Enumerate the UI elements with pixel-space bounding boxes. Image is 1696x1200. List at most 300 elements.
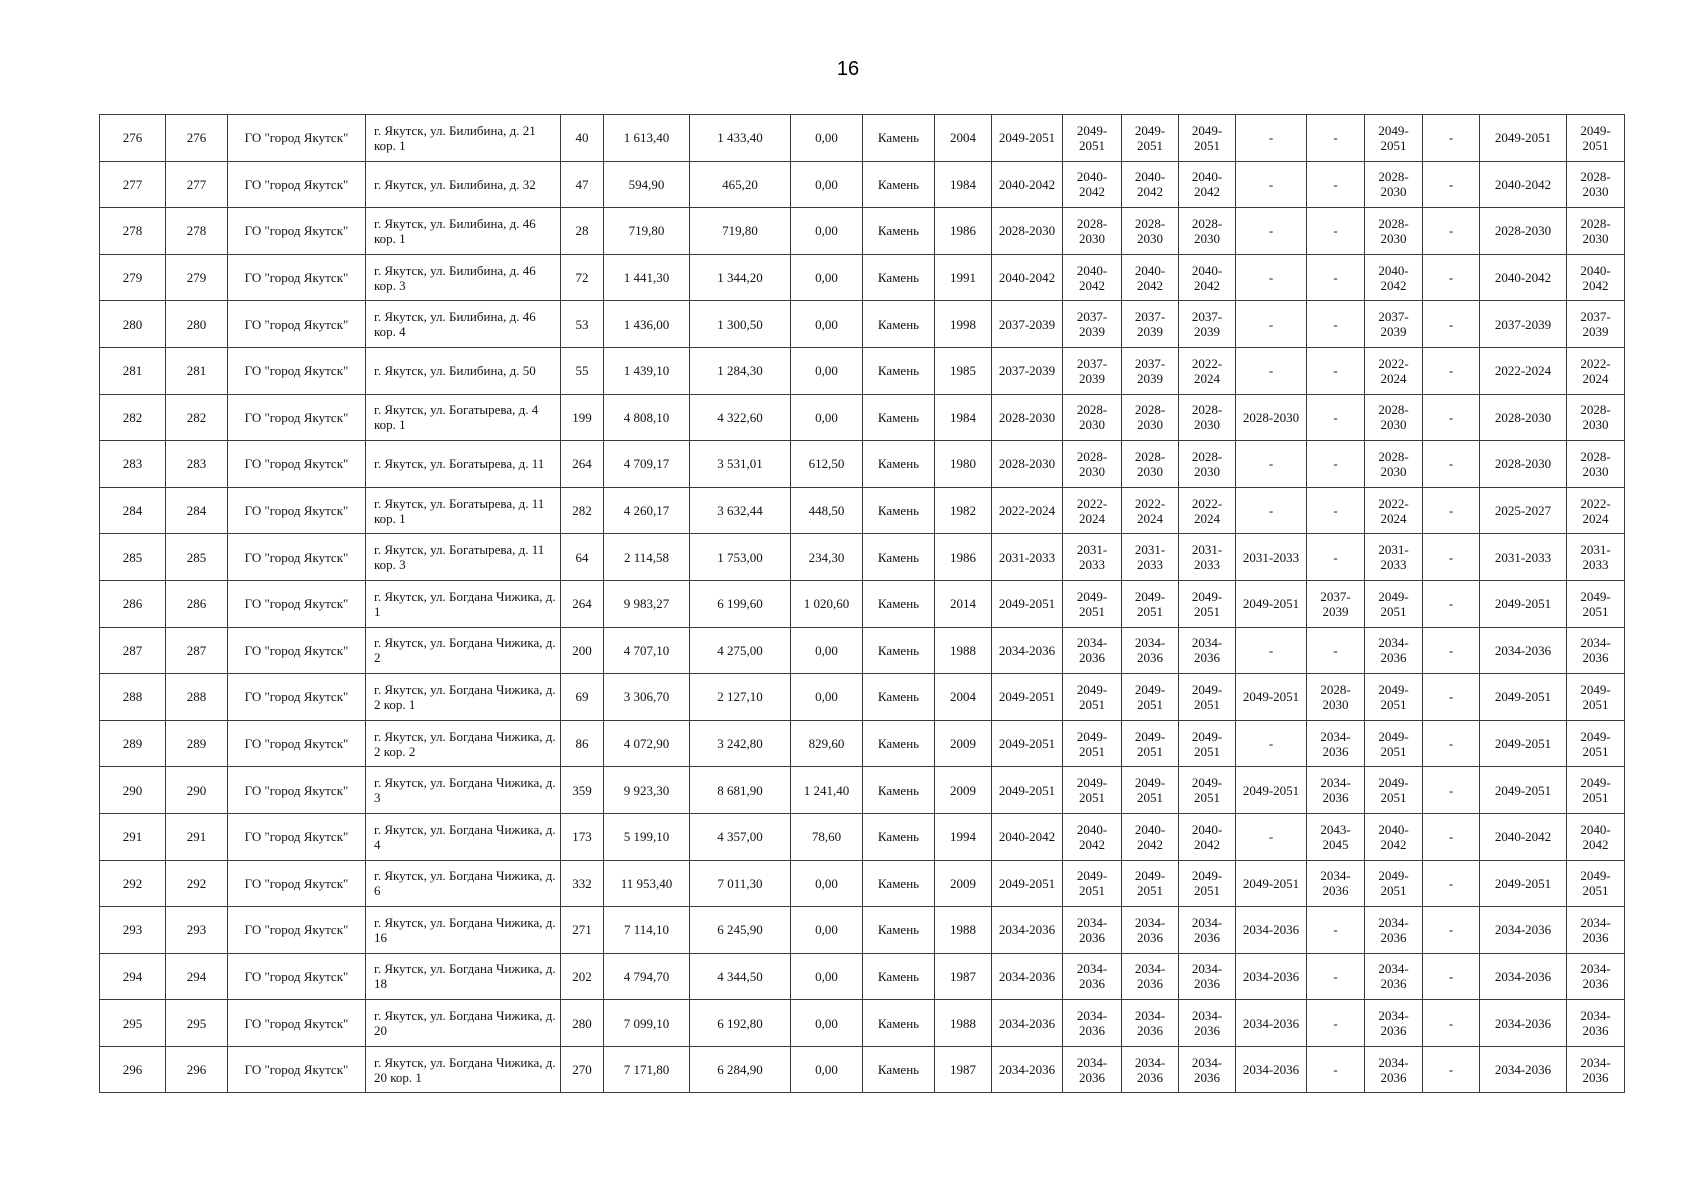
cell-n2: 287 xyxy=(166,627,228,674)
cell-municipality: ГО "город Якутск" xyxy=(228,674,366,721)
cell-c4: 2040-2042 xyxy=(1179,161,1236,208)
cell-c7: 2049-2051 xyxy=(1365,767,1423,814)
cell-c2: 2049-2051 xyxy=(1063,720,1122,767)
cell-c1: 2034-2036 xyxy=(992,1046,1063,1093)
cell-address: г. Якутск, ул. Билибина, д. 50 xyxy=(366,347,561,394)
cell-c2: 2034-2036 xyxy=(1063,627,1122,674)
cell-area-total: 1 439,10 xyxy=(604,347,690,394)
cell-municipality: ГО "город Якутск" xyxy=(228,627,366,674)
cell-c4: 2049-2051 xyxy=(1179,767,1236,814)
cell-address: г. Якутск, ул. Билибина, д. 46 кор. 3 xyxy=(366,254,561,301)
cell-year: 1988 xyxy=(935,627,992,674)
cell-c3: 2028-2030 xyxy=(1122,394,1179,441)
cell-residents: 202 xyxy=(561,953,604,1000)
cell-c2: 2049-2051 xyxy=(1063,674,1122,721)
cell-area-total: 4 260,17 xyxy=(604,487,690,534)
cell-c2: 2040-2042 xyxy=(1063,813,1122,860)
table-row xyxy=(100,254,1625,301)
cell-c3: 2022-2024 xyxy=(1122,487,1179,534)
cell-area-total: 594,90 xyxy=(604,161,690,208)
cell-residents: 64 xyxy=(561,534,604,581)
cell-n1: 288 xyxy=(100,674,166,721)
cell-c6: - xyxy=(1307,161,1365,208)
cell-c5: - xyxy=(1236,627,1307,674)
cell-c6: - xyxy=(1307,347,1365,394)
cell-c1: 2040-2042 xyxy=(992,254,1063,301)
cell-c7: 2028-2030 xyxy=(1365,394,1423,441)
cell-residents: 53 xyxy=(561,301,604,348)
cell-c5: 2034-2036 xyxy=(1236,1000,1307,1047)
cell-c1: 2028-2030 xyxy=(992,208,1063,255)
cell-n1: 284 xyxy=(100,487,166,534)
cell-c6: - xyxy=(1307,1046,1365,1093)
cell-area-total: 7 099,10 xyxy=(604,1000,690,1047)
cell-wall-material: Камень xyxy=(863,161,935,208)
cell-c3: 2040-2042 xyxy=(1122,254,1179,301)
cell-address: г. Якутск, ул. Билибина, д. 46 кор. 1 xyxy=(366,208,561,255)
cell-c9: 2028-2030 xyxy=(1480,441,1567,488)
cell-c4: 2028-2030 xyxy=(1179,441,1236,488)
cell-c8: - xyxy=(1423,534,1480,581)
cell-municipality: ГО "город Якутск" xyxy=(228,161,366,208)
cell-c5: 2049-2051 xyxy=(1236,860,1307,907)
cell-area-total: 7 114,10 xyxy=(604,907,690,954)
cell-c6: - xyxy=(1307,394,1365,441)
table-row xyxy=(100,208,1625,255)
cell-year: 1986 xyxy=(935,534,992,581)
cell-municipality: ГО "город Якутск" xyxy=(228,254,366,301)
cell-residents: 264 xyxy=(561,441,604,488)
cell-municipality: ГО "город Якутск" xyxy=(228,301,366,348)
cell-area-total: 4 808,10 xyxy=(604,394,690,441)
cell-c2: 2034-2036 xyxy=(1063,953,1122,1000)
cell-c7: 2022-2024 xyxy=(1365,347,1423,394)
cell-c4: 2040-2042 xyxy=(1179,813,1236,860)
cell-address: г. Якутск, ул. Богдана Чижика, д. 20 xyxy=(366,1000,561,1047)
cell-area-total: 1 436,00 xyxy=(604,301,690,348)
cell-municipality: ГО "город Якутск" xyxy=(228,487,366,534)
cell-c9: 2049-2051 xyxy=(1480,860,1567,907)
cell-c10: 2034-2036 xyxy=(1567,627,1625,674)
cell-wall-material: Камень xyxy=(863,953,935,1000)
cell-c2: 2031-2033 xyxy=(1063,534,1122,581)
cell-area-nonliving: 0,00 xyxy=(791,115,863,162)
cell-municipality: ГО "город Якутск" xyxy=(228,534,366,581)
cell-wall-material: Камень xyxy=(863,208,935,255)
cell-c2: 2049-2051 xyxy=(1063,860,1122,907)
cell-c2: 2049-2051 xyxy=(1063,580,1122,627)
cell-c4: 2037-2039 xyxy=(1179,301,1236,348)
cell-c1: 2028-2030 xyxy=(992,441,1063,488)
cell-c3: 2028-2030 xyxy=(1122,208,1179,255)
cell-c10: 2034-2036 xyxy=(1567,907,1625,954)
cell-area-total: 11 953,40 xyxy=(604,860,690,907)
cell-c8: - xyxy=(1423,115,1480,162)
cell-municipality: ГО "город Якутск" xyxy=(228,1000,366,1047)
cell-c9: 2049-2051 xyxy=(1480,720,1567,767)
cell-c5: 2031-2033 xyxy=(1236,534,1307,581)
cell-c5: - xyxy=(1236,347,1307,394)
cell-c7: 2037-2039 xyxy=(1365,301,1423,348)
cell-area-living: 1 753,00 xyxy=(690,534,791,581)
cell-residents: 271 xyxy=(561,907,604,954)
cell-municipality: ГО "город Якутск" xyxy=(228,860,366,907)
cell-c9: 2031-2033 xyxy=(1480,534,1567,581)
cell-wall-material: Камень xyxy=(863,813,935,860)
cell-area-living: 6 245,90 xyxy=(690,907,791,954)
cell-c8: - xyxy=(1423,347,1480,394)
cell-c1: 2037-2039 xyxy=(992,301,1063,348)
cell-residents: 40 xyxy=(561,115,604,162)
cell-n2: 280 xyxy=(166,301,228,348)
cell-c3: 2034-2036 xyxy=(1122,627,1179,674)
cell-wall-material: Камень xyxy=(863,767,935,814)
cell-residents: 55 xyxy=(561,347,604,394)
cell-c1: 2022-2024 xyxy=(992,487,1063,534)
cell-n2: 281 xyxy=(166,347,228,394)
table-row xyxy=(100,394,1625,441)
cell-c10: 2049-2051 xyxy=(1567,674,1625,721)
cell-c4: 2028-2030 xyxy=(1179,208,1236,255)
cell-wall-material: Камень xyxy=(863,907,935,954)
cell-c4: 2034-2036 xyxy=(1179,953,1236,1000)
cell-c8: - xyxy=(1423,813,1480,860)
cell-c9: 2034-2036 xyxy=(1480,1046,1567,1093)
cell-c6: - xyxy=(1307,301,1365,348)
cell-c5: - xyxy=(1236,254,1307,301)
cell-year: 1984 xyxy=(935,394,992,441)
cell-c2: 2049-2051 xyxy=(1063,767,1122,814)
cell-c8: - xyxy=(1423,674,1480,721)
cell-c1: 2037-2039 xyxy=(992,347,1063,394)
cell-area-nonliving: 0,00 xyxy=(791,394,863,441)
cell-residents: 264 xyxy=(561,580,604,627)
cell-residents: 47 xyxy=(561,161,604,208)
cell-n1: 283 xyxy=(100,441,166,488)
cell-wall-material: Камень xyxy=(863,860,935,907)
cell-c9: 2034-2036 xyxy=(1480,953,1567,1000)
table-row xyxy=(100,767,1625,814)
cell-c5: 2049-2051 xyxy=(1236,580,1307,627)
cell-wall-material: Камень xyxy=(863,674,935,721)
cell-c6: - xyxy=(1307,487,1365,534)
cell-year: 2014 xyxy=(935,580,992,627)
cell-n1: 285 xyxy=(100,534,166,581)
cell-area-nonliving: 0,00 xyxy=(791,254,863,301)
cell-c7: 2028-2030 xyxy=(1365,208,1423,255)
cell-residents: 69 xyxy=(561,674,604,721)
cell-wall-material: Камень xyxy=(863,394,935,441)
table-row xyxy=(100,813,1625,860)
cell-area-living: 8 681,90 xyxy=(690,767,791,814)
cell-area-nonliving: 612,50 xyxy=(791,441,863,488)
cell-c8: - xyxy=(1423,441,1480,488)
cell-wall-material: Камень xyxy=(863,580,935,627)
cell-c4: 2049-2051 xyxy=(1179,674,1236,721)
cell-c8: - xyxy=(1423,627,1480,674)
cell-n2: 282 xyxy=(166,394,228,441)
cell-c1: 2049-2051 xyxy=(992,720,1063,767)
cell-c6: - xyxy=(1307,115,1365,162)
cell-c3: 2049-2051 xyxy=(1122,860,1179,907)
cell-c5: - xyxy=(1236,115,1307,162)
cell-area-nonliving: 78,60 xyxy=(791,813,863,860)
cell-wall-material: Камень xyxy=(863,301,935,348)
cell-c1: 2034-2036 xyxy=(992,1000,1063,1047)
cell-c1: 2031-2033 xyxy=(992,534,1063,581)
cell-c6: - xyxy=(1307,254,1365,301)
cell-c2: 2028-2030 xyxy=(1063,208,1122,255)
cell-c6: - xyxy=(1307,907,1365,954)
cell-c10: 2028-2030 xyxy=(1567,161,1625,208)
cell-c1: 2040-2042 xyxy=(992,813,1063,860)
cell-c6: 2034-2036 xyxy=(1307,767,1365,814)
cell-wall-material: Камень xyxy=(863,487,935,534)
cell-area-total: 5 199,10 xyxy=(604,813,690,860)
cell-c7: 2022-2024 xyxy=(1365,487,1423,534)
cell-c9: 2040-2042 xyxy=(1480,813,1567,860)
cell-address: г. Якутск, ул. Билибина, д. 46 кор. 4 xyxy=(366,301,561,348)
cell-area-nonliving: 0,00 xyxy=(791,953,863,1000)
cell-c5: - xyxy=(1236,441,1307,488)
cell-n2: 296 xyxy=(166,1046,228,1093)
cell-n2: 289 xyxy=(166,720,228,767)
cell-c6: - xyxy=(1307,1000,1365,1047)
cell-c3: 2031-2033 xyxy=(1122,534,1179,581)
cell-c7: 2049-2051 xyxy=(1365,115,1423,162)
cell-wall-material: Камень xyxy=(863,720,935,767)
cell-c1: 2034-2036 xyxy=(992,627,1063,674)
cell-c8: - xyxy=(1423,1000,1480,1047)
cell-c7: 2034-2036 xyxy=(1365,907,1423,954)
cell-c9: 2028-2030 xyxy=(1480,208,1567,255)
cell-address: г. Якутск, ул. Богатырева, д. 4 кор. 1 xyxy=(366,394,561,441)
cell-c5: - xyxy=(1236,487,1307,534)
cell-c6: 2037-2039 xyxy=(1307,580,1365,627)
cell-year: 1987 xyxy=(935,953,992,1000)
cell-c1: 2049-2051 xyxy=(992,115,1063,162)
cell-area-living: 1 344,20 xyxy=(690,254,791,301)
cell-c3: 2037-2039 xyxy=(1122,347,1179,394)
cell-c7: 2034-2036 xyxy=(1365,627,1423,674)
cell-c2: 2037-2039 xyxy=(1063,301,1122,348)
cell-c5: - xyxy=(1236,720,1307,767)
cell-municipality: ГО "город Якутск" xyxy=(228,347,366,394)
cell-n1: 296 xyxy=(100,1046,166,1093)
cell-n2: 286 xyxy=(166,580,228,627)
cell-area-total: 4 707,10 xyxy=(604,627,690,674)
cell-n2: 292 xyxy=(166,860,228,907)
cell-c4: 2049-2051 xyxy=(1179,115,1236,162)
cell-year: 1994 xyxy=(935,813,992,860)
cell-c10: 2034-2036 xyxy=(1567,953,1625,1000)
table-row xyxy=(100,860,1625,907)
cell-area-living: 3 531,01 xyxy=(690,441,791,488)
cell-municipality: ГО "город Якутск" xyxy=(228,394,366,441)
cell-area-total: 1 613,40 xyxy=(604,115,690,162)
cell-c7: 2040-2042 xyxy=(1365,254,1423,301)
cell-n1: 278 xyxy=(100,208,166,255)
cell-address: г. Якутск, ул. Богатырева, д. 11 кор. 3 xyxy=(366,534,561,581)
cell-c6: - xyxy=(1307,208,1365,255)
cell-municipality: ГО "город Якутск" xyxy=(228,720,366,767)
cell-area-living: 719,80 xyxy=(690,208,791,255)
cell-c8: - xyxy=(1423,767,1480,814)
cell-c3: 2049-2051 xyxy=(1122,580,1179,627)
cell-year: 1985 xyxy=(935,347,992,394)
cell-municipality: ГО "город Якутск" xyxy=(228,580,366,627)
cell-municipality: ГО "город Якутск" xyxy=(228,115,366,162)
cell-area-total: 9 923,30 xyxy=(604,767,690,814)
cell-area-nonliving: 0,00 xyxy=(791,627,863,674)
cell-area-nonliving: 0,00 xyxy=(791,674,863,721)
cell-area-total: 4 072,90 xyxy=(604,720,690,767)
cell-area-nonliving: 1 241,40 xyxy=(791,767,863,814)
table-row xyxy=(100,534,1625,581)
table-row xyxy=(100,441,1625,488)
cell-c7: 2049-2051 xyxy=(1365,860,1423,907)
cell-c3: 2049-2051 xyxy=(1122,767,1179,814)
cell-wall-material: Камень xyxy=(863,254,935,301)
cell-area-nonliving: 0,00 xyxy=(791,161,863,208)
cell-c1: 2049-2051 xyxy=(992,767,1063,814)
cell-c6: 2043-2045 xyxy=(1307,813,1365,860)
cell-c6: 2034-2036 xyxy=(1307,860,1365,907)
cell-n2: 290 xyxy=(166,767,228,814)
cell-area-living: 4 344,50 xyxy=(690,953,791,1000)
cell-c10: 2028-2030 xyxy=(1567,441,1625,488)
cell-municipality: ГО "город Якутск" xyxy=(228,441,366,488)
cell-c3: 2034-2036 xyxy=(1122,1046,1179,1093)
cell-c10: 2031-2033 xyxy=(1567,534,1625,581)
table-row xyxy=(100,301,1625,348)
cell-c6: - xyxy=(1307,627,1365,674)
cell-c5: 2028-2030 xyxy=(1236,394,1307,441)
cell-c3: 2040-2042 xyxy=(1122,813,1179,860)
cell-c8: - xyxy=(1423,254,1480,301)
cell-address: г. Якутск, ул. Богатырева, д. 11 xyxy=(366,441,561,488)
cell-c5: - xyxy=(1236,208,1307,255)
housing-register-table xyxy=(99,114,1625,1093)
cell-c3: 2034-2036 xyxy=(1122,953,1179,1000)
cell-c8: - xyxy=(1423,720,1480,767)
cell-c7: 2040-2042 xyxy=(1365,813,1423,860)
cell-c9: 2025-2027 xyxy=(1480,487,1567,534)
cell-c10: 2028-2030 xyxy=(1567,394,1625,441)
cell-area-nonliving: 1 020,60 xyxy=(791,580,863,627)
cell-c3: 2049-2051 xyxy=(1122,674,1179,721)
cell-n1: 295 xyxy=(100,1000,166,1047)
cell-c10: 2040-2042 xyxy=(1567,254,1625,301)
cell-c6: 2028-2030 xyxy=(1307,674,1365,721)
cell-area-total: 4 794,70 xyxy=(604,953,690,1000)
cell-area-living: 465,20 xyxy=(690,161,791,208)
cell-c5: - xyxy=(1236,813,1307,860)
cell-c9: 2034-2036 xyxy=(1480,627,1567,674)
cell-area-total: 7 171,80 xyxy=(604,1046,690,1093)
cell-c1: 2034-2036 xyxy=(992,953,1063,1000)
cell-area-nonliving: 0,00 xyxy=(791,1046,863,1093)
cell-municipality: ГО "город Якутск" xyxy=(228,767,366,814)
cell-area-total: 9 983,27 xyxy=(604,580,690,627)
cell-municipality: ГО "город Якутск" xyxy=(228,1046,366,1093)
cell-c2: 2028-2030 xyxy=(1063,394,1122,441)
cell-c4: 2022-2024 xyxy=(1179,487,1236,534)
cell-year: 1988 xyxy=(935,1000,992,1047)
cell-n1: 289 xyxy=(100,720,166,767)
cell-c8: - xyxy=(1423,208,1480,255)
cell-address: г. Якутск, ул. Билибина, д. 32 xyxy=(366,161,561,208)
cell-address: г. Якутск, ул. Богдана Чижика, д. 20 кор. 1 xyxy=(366,1046,561,1093)
cell-c7: 2034-2036 xyxy=(1365,953,1423,1000)
table-row xyxy=(100,907,1625,954)
cell-c10: 2040-2042 xyxy=(1567,813,1625,860)
cell-wall-material: Камень xyxy=(863,441,935,488)
cell-c5: - xyxy=(1236,161,1307,208)
cell-n1: 280 xyxy=(100,301,166,348)
cell-c9: 2037-2039 xyxy=(1480,301,1567,348)
cell-c5: - xyxy=(1236,301,1307,348)
cell-area-living: 2 127,10 xyxy=(690,674,791,721)
cell-c9: 2049-2051 xyxy=(1480,115,1567,162)
cell-c6: - xyxy=(1307,953,1365,1000)
cell-address: г. Якутск, ул. Богатырева, д. 11 кор. 1 xyxy=(366,487,561,534)
cell-c4: 2022-2024 xyxy=(1179,347,1236,394)
cell-c8: - xyxy=(1423,487,1480,534)
cell-c7: 2049-2051 xyxy=(1365,580,1423,627)
cell-area-total: 719,80 xyxy=(604,208,690,255)
cell-area-nonliving: 0,00 xyxy=(791,301,863,348)
cell-area-living: 3 242,80 xyxy=(690,720,791,767)
cell-c2: 2028-2030 xyxy=(1063,441,1122,488)
cell-area-nonliving: 448,50 xyxy=(791,487,863,534)
cell-c4: 2034-2036 xyxy=(1179,1000,1236,1047)
cell-area-nonliving: 0,00 xyxy=(791,347,863,394)
cell-area-total: 2 114,58 xyxy=(604,534,690,581)
cell-c3: 2040-2042 xyxy=(1122,161,1179,208)
cell-year: 1987 xyxy=(935,1046,992,1093)
cell-address: г. Якутск, ул. Богдана Чижика, д. 2 кор. 2 xyxy=(366,720,561,767)
cell-area-total: 4 709,17 xyxy=(604,441,690,488)
cell-c7: 2049-2051 xyxy=(1365,720,1423,767)
cell-c10: 2022-2024 xyxy=(1567,487,1625,534)
cell-residents: 72 xyxy=(561,254,604,301)
cell-c9: 2034-2036 xyxy=(1480,907,1567,954)
cell-address: г. Якутск, ул. Богдана Чижика, д. 2 xyxy=(366,627,561,674)
cell-n1: 281 xyxy=(100,347,166,394)
cell-residents: 28 xyxy=(561,208,604,255)
cell-c10: 2034-2036 xyxy=(1567,1000,1625,1047)
cell-c1: 2034-2036 xyxy=(992,907,1063,954)
cell-c1: 2028-2030 xyxy=(992,394,1063,441)
cell-c5: 2034-2036 xyxy=(1236,907,1307,954)
cell-c9: 2040-2042 xyxy=(1480,254,1567,301)
cell-c9: 2034-2036 xyxy=(1480,1000,1567,1047)
table-row xyxy=(100,1046,1625,1093)
cell-c7: 2034-2036 xyxy=(1365,1000,1423,1047)
cell-area-nonliving: 0,00 xyxy=(791,1000,863,1047)
cell-c8: - xyxy=(1423,161,1480,208)
cell-year: 1991 xyxy=(935,254,992,301)
cell-c7: 2031-2033 xyxy=(1365,534,1423,581)
cell-c2: 2034-2036 xyxy=(1063,907,1122,954)
cell-address: г. Якутск, ул. Богдана Чижика, д. 4 xyxy=(366,813,561,860)
cell-n1: 287 xyxy=(100,627,166,674)
cell-n1: 290 xyxy=(100,767,166,814)
cell-c10: 2034-2036 xyxy=(1567,1046,1625,1093)
cell-address: г. Якутск, ул. Богдана Чижика, д. 2 кор. 1 xyxy=(366,674,561,721)
cell-area-living: 6 199,60 xyxy=(690,580,791,627)
